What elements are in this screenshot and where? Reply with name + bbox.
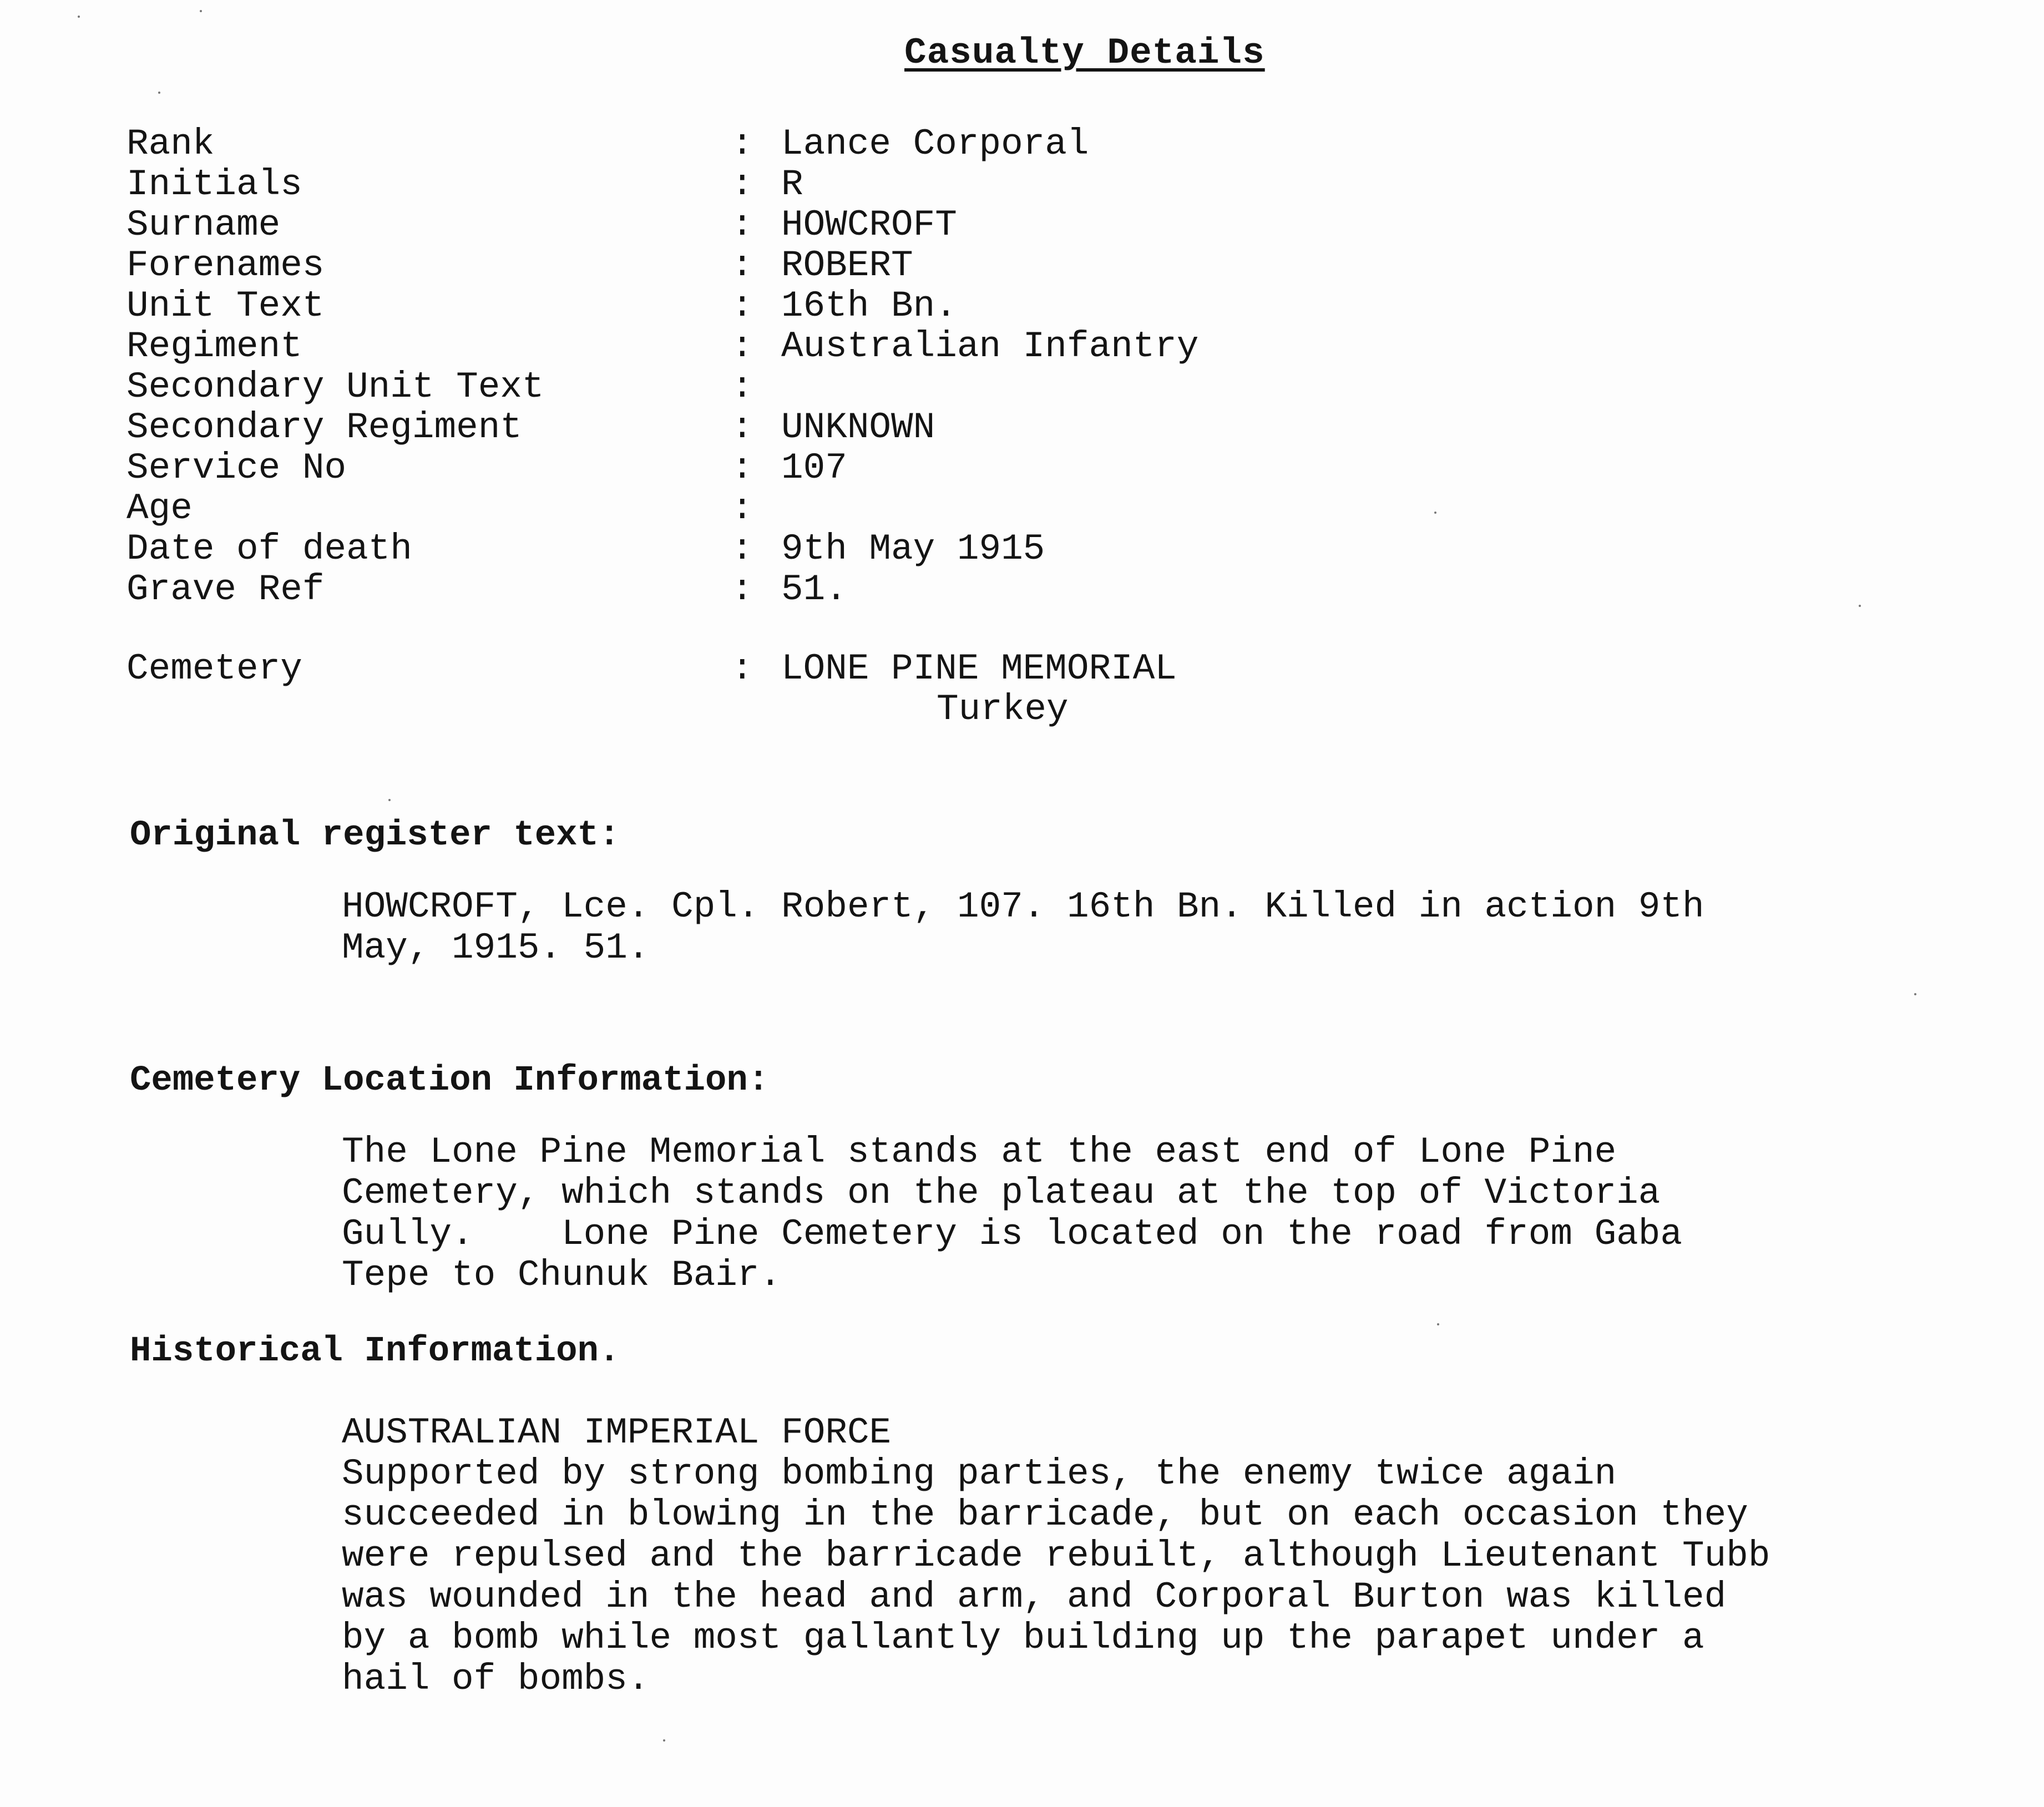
scan-speck bbox=[388, 799, 391, 801]
scan-speck bbox=[1437, 1323, 1439, 1325]
text-line: was wounded in the head and arm, and Corporal Burton was killed bbox=[342, 1576, 1727, 1618]
cemetery-country: Turkey bbox=[937, 689, 1069, 730]
field-label: Secondary Unit Text bbox=[127, 366, 544, 408]
field-label: Date of death bbox=[127, 528, 412, 570]
history-text bbox=[342, 1413, 1770, 1700]
text-line: by a bomb while most gallantly building up the parapet under a bbox=[342, 1617, 1704, 1659]
field-label: Regiment bbox=[127, 326, 302, 367]
scan-speck bbox=[1434, 512, 1436, 514]
register-text bbox=[342, 887, 1704, 969]
field-label: Grave Ref bbox=[127, 569, 325, 610]
field-colon: : bbox=[731, 123, 753, 165]
scan-speck bbox=[1859, 605, 1861, 607]
text-line: May, 1915. 51. bbox=[342, 927, 650, 969]
field-value: 9th May 1915 bbox=[781, 528, 1045, 570]
scan-speck bbox=[78, 16, 80, 18]
field-colon: : bbox=[731, 285, 753, 327]
scan-speck bbox=[1914, 993, 1916, 995]
field-colon: : bbox=[731, 569, 753, 610]
field-label: Cemetery bbox=[127, 648, 302, 690]
text-line: AUSTRALIAN IMPERIAL FORCE bbox=[342, 1412, 892, 1454]
field-value: LONE PINE MEMORIAL bbox=[781, 648, 1177, 690]
text-line: Supported by strong bombing parties, the enemy twice again bbox=[342, 1453, 1617, 1495]
field-value: HOWCROFT bbox=[781, 204, 957, 246]
field-label: Age bbox=[127, 488, 193, 529]
field-value: Lance Corporal bbox=[781, 123, 1089, 165]
field-colon: : bbox=[731, 528, 753, 570]
text-line: succeeded in blowing in the barricade, but on each occasion they bbox=[342, 1494, 1748, 1536]
field-label: Unit Text bbox=[127, 285, 325, 327]
field-label: Service No bbox=[127, 447, 347, 489]
field-colon: : bbox=[731, 245, 753, 286]
text-line: were repulsed and the barricade rebuilt, although Lieutenant Tubb bbox=[342, 1535, 1770, 1577]
register-heading: Original register text: bbox=[130, 816, 620, 856]
field-label: Forenames bbox=[127, 245, 325, 286]
field-colon: : bbox=[731, 447, 753, 489]
field-value: 16th Bn. bbox=[781, 285, 957, 327]
text-line: Cemetery, which stands on the plateau at the top of Victoria bbox=[342, 1172, 1661, 1214]
field-colon: : bbox=[731, 326, 753, 367]
field-colon: : bbox=[731, 164, 753, 205]
scan-speck bbox=[663, 1739, 665, 1742]
scan-speck bbox=[158, 92, 160, 94]
scan-speck bbox=[200, 10, 202, 12]
field-label: Rank bbox=[127, 123, 215, 165]
page-title: Casualty Details bbox=[904, 32, 1265, 74]
field-value: Australian Infantry bbox=[781, 326, 1199, 367]
location-heading: Cemetery Location Information: bbox=[130, 1061, 770, 1101]
field-value: 107 bbox=[781, 447, 847, 489]
field-colon: : bbox=[731, 488, 753, 529]
text-line: hail of bombs. bbox=[342, 1658, 650, 1700]
location-text bbox=[342, 1132, 1682, 1296]
field-label: Secondary Regiment bbox=[127, 407, 522, 448]
text-line: The Lone Pine Memorial stands at the east end of Lone Pine bbox=[342, 1131, 1617, 1173]
field-value: 51. bbox=[781, 569, 847, 610]
field-label: Initials bbox=[127, 164, 302, 205]
field-colon: : bbox=[731, 366, 753, 408]
field-colon: : bbox=[731, 648, 753, 690]
field-value: R bbox=[781, 164, 803, 205]
text-line: Tepe to Chunuk Bair. bbox=[342, 1254, 782, 1296]
field-value: ROBERT bbox=[781, 245, 913, 286]
field-colon: : bbox=[731, 204, 753, 246]
field-colon: : bbox=[731, 407, 753, 448]
history-heading: Historical Information. bbox=[130, 1332, 620, 1371]
text-line: Gully. Lone Pine Cemetery is located on the road from Gaba bbox=[342, 1213, 1682, 1255]
field-label: Surname bbox=[127, 204, 281, 246]
text-line: HOWCROFT, Lce. Cpl. Robert, 107. 16th Bn. Killed in action 9th bbox=[342, 886, 1704, 928]
field-value: UNKNOWN bbox=[781, 407, 935, 448]
